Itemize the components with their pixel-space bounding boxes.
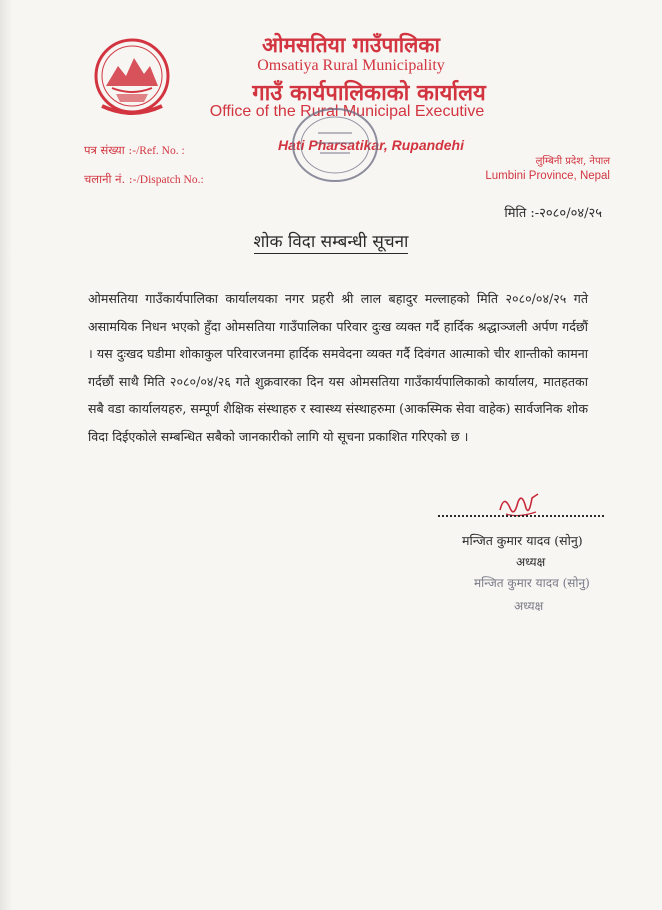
signatory-title: अध्यक्ष (516, 555, 546, 569)
municipality-name-en: Omsatiya Rural Municipality (257, 57, 445, 74)
municipality-name-np: ओमसतिया गाउँपालिका (262, 32, 440, 57)
issue-date: मिति :-२०८०/०४/२५ (504, 206, 602, 221)
ref-label-en: /Ref. No. : (136, 145, 185, 157)
ref-label-np: पत्र संख्या :- (84, 143, 137, 157)
signature-line (438, 515, 604, 517)
office-address: Hati Pharsatikar, Rupandehi (278, 137, 464, 153)
province-np: लुम्बिनी प्रदेश, नेपाल (535, 156, 610, 167)
notice-subject-text: शोक विदा सम्बन्धी सूचना (253, 232, 409, 252)
office-seal-stamp (280, 105, 390, 185)
province-en: Lumbini Province, Nepal (485, 170, 610, 182)
office-name-en: Office of the Rural Municipal Executive (209, 103, 485, 120)
signatory-name: मन्जित कुमार यादव (सोनु) (462, 533, 583, 548)
notice-body: ओमसतिया गाउँकार्यपालिका कार्यालयका नगर प्रहरी श्री लाल बहादुर मल्लाहको मिति २०८०/०४/२५ गते असामयिक निधन भएको हुँदा ओमसतिया गाउँपालिका परिवार दुःख व्यक्त गर्दै हार्दिक श्रद्धाञ्जली अर्पण गर्दछौं । यस दुःखद घडीमा शोकाकुल परिवारजनमा हार्दिक समवेदना व्यक्त गर्दै दिवंगत आत्माको चीर शान्तीको कामना गर्दछौं साथै मिति २०८०/०४/२६ गते शुक्रवारका दिन यस ओमसतिया गाउँकार्यपालिकाको कार्यालय, मातहतका सबै वडा कार्यालयहरु, सम्पूर्ण शैक्षिक संस्थाहरु र स्वास्थ्य संस्थाहरुमा (आकस्मिक सेवा वाहेक) सार्वजनिक शोक विदा दिईएकोले सम्बन्धित सबैको जानकारीको लागि यो सूचना प्रकाशित गरिएको छ । (88, 291, 588, 444)
office-name-np: गाउँ कार्यपालिकाको कार्यालय (252, 80, 486, 106)
name-stamp: मन्जित कुमार यादव (सोनु) (474, 576, 590, 590)
dispatch-label-np: चलानी नं. :- (84, 172, 137, 186)
ref-number (84, 143, 185, 158)
dispatch-number (84, 172, 204, 187)
page-edge (0, 0, 12, 910)
notice-subject (0, 229, 662, 252)
title-stamp: अध्यक्ष (514, 599, 544, 613)
dispatch-label-en: /Dispatch No.: (136, 174, 204, 186)
